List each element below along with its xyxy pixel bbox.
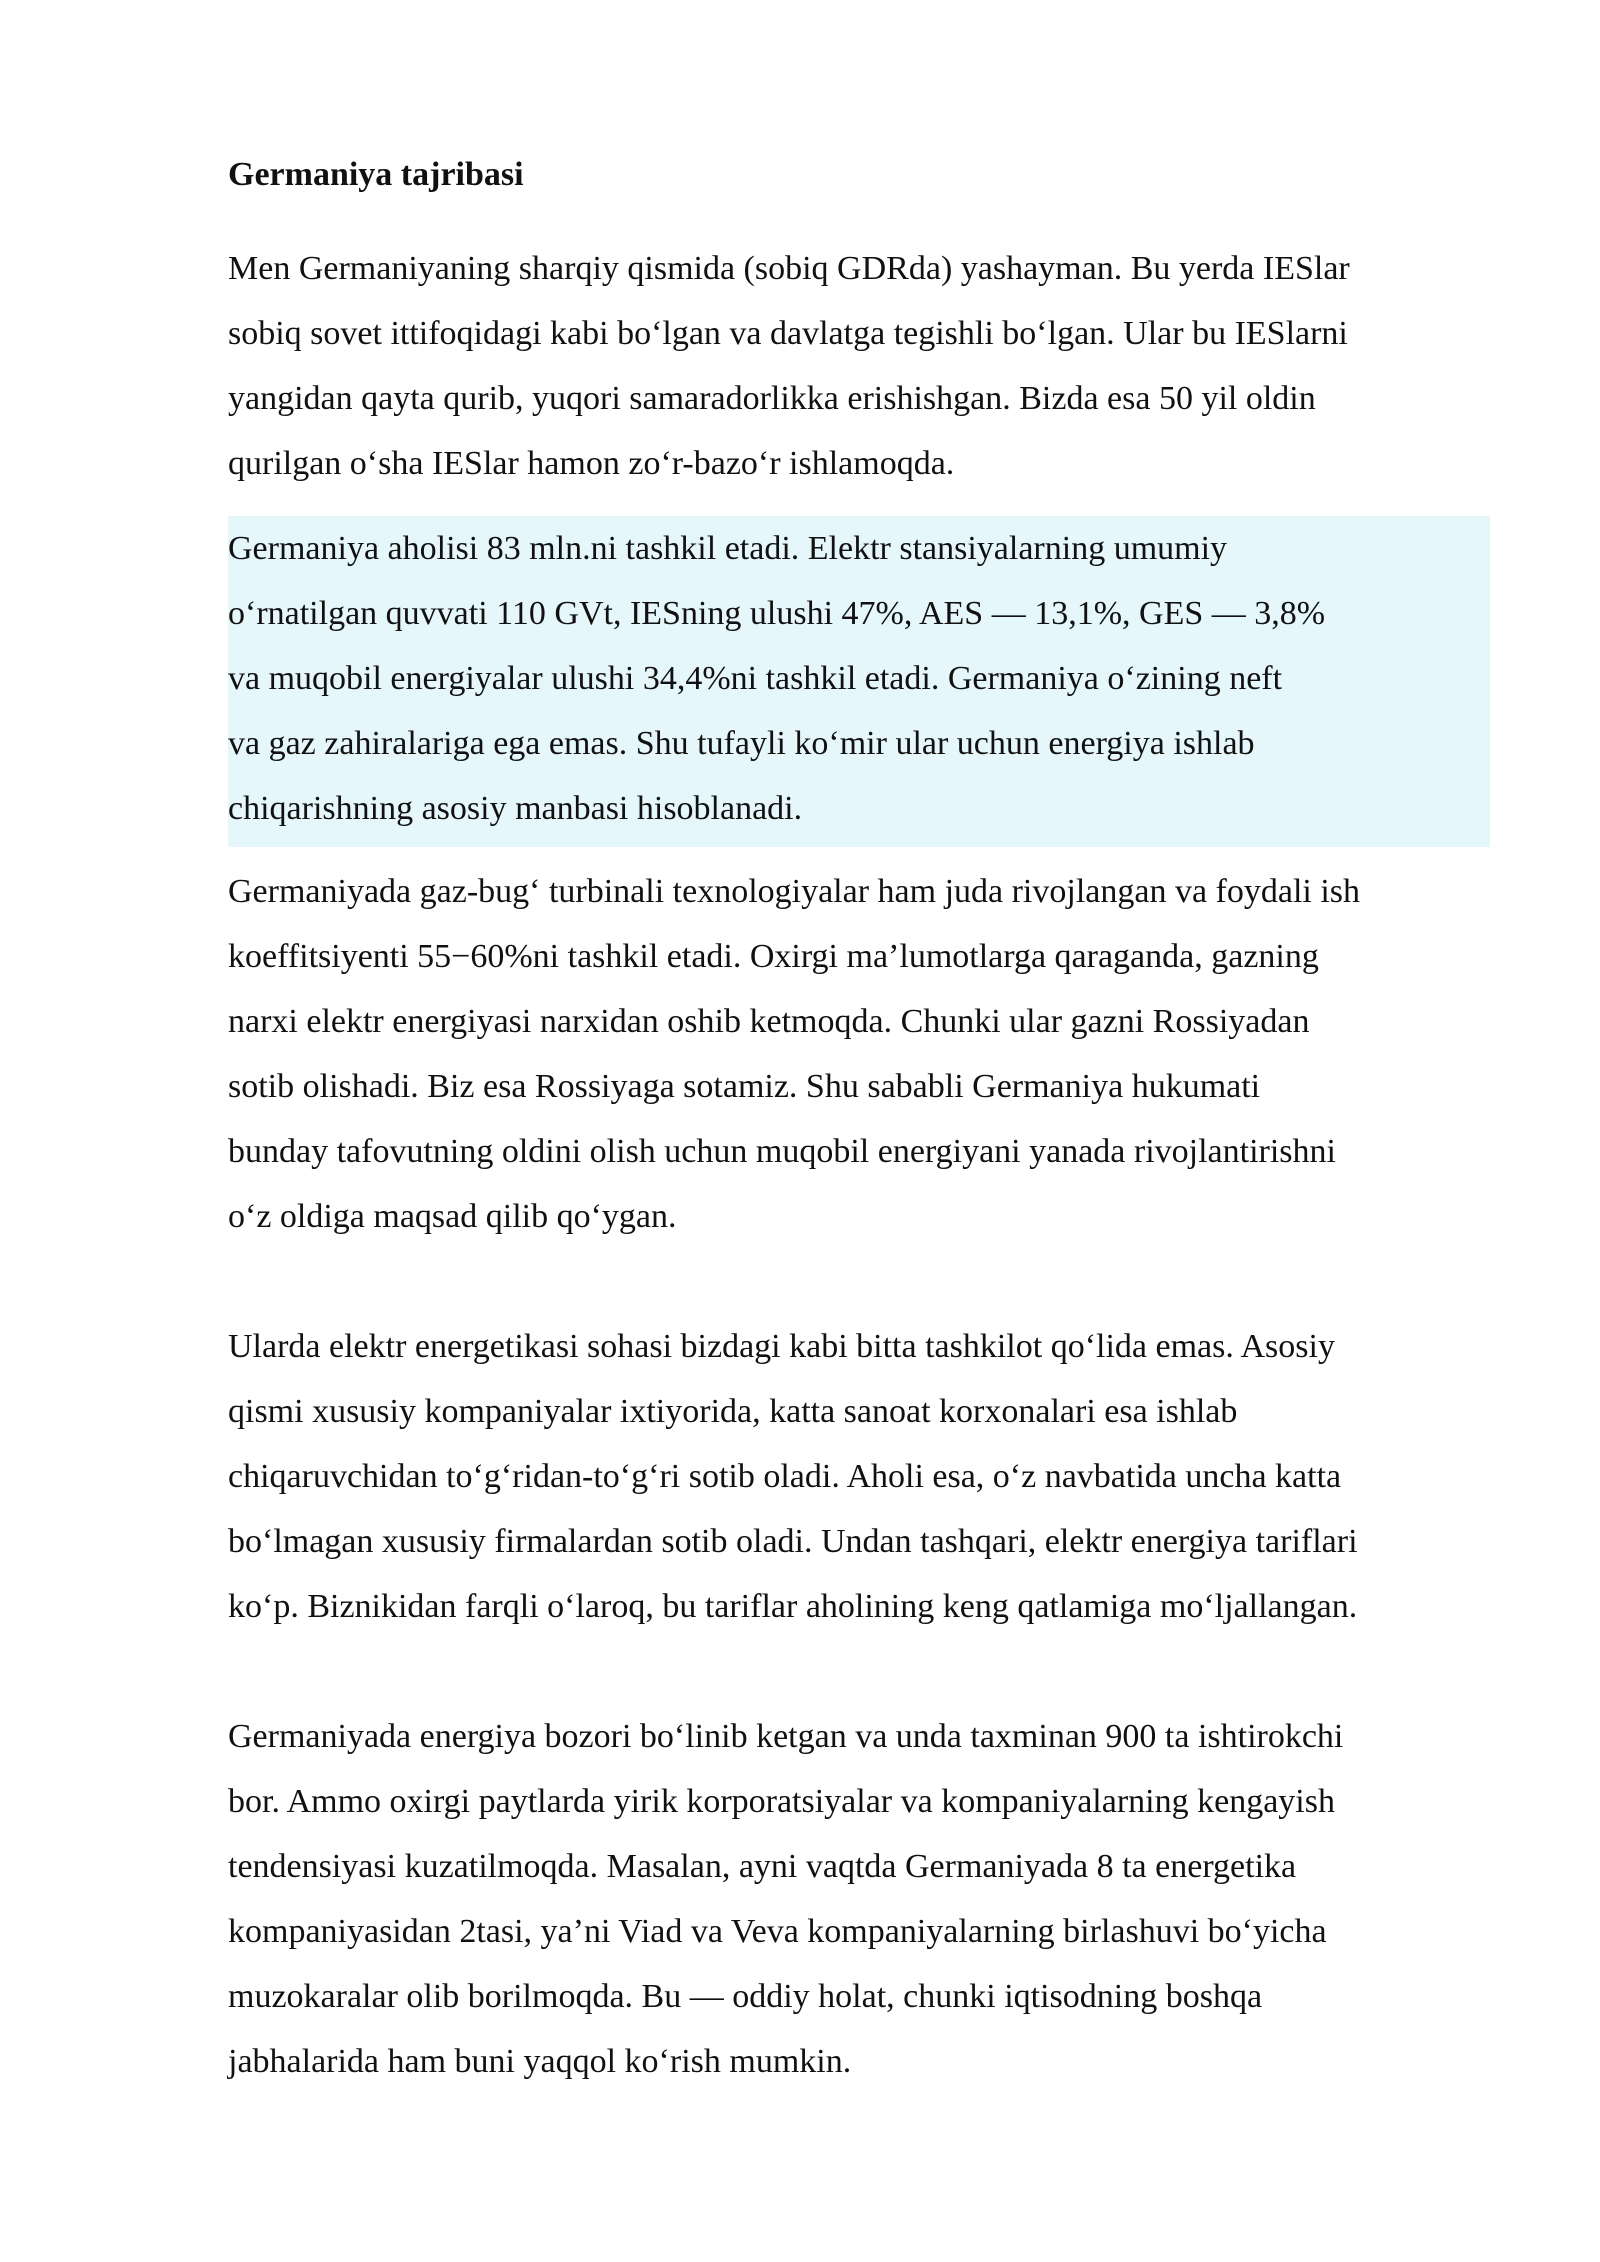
- paragraph-5: [228, 1704, 1490, 2094]
- paragraph-line: bunday tafovutning oldini olish uchun muqobil energiyani yanada rivojlantirishni: [228, 1133, 1336, 1170]
- paragraph-line: chiqaruvchidan to‘g‘ridan-to‘g‘ri sotib oladi. Aholi esa, o‘z navbatida uncha katta: [228, 1458, 1342, 1495]
- paragraph-line: jabhalarida ham buni yaqqol ko‘rish mumkin.: [228, 2043, 852, 2080]
- paragraph-line: yangidan qayta qurib, yuqori samaradorlikka erishishgan. Bizda esa 50 yil oldin: [228, 380, 1316, 417]
- paragraph-line: sotib olishadi. Biz esa Rossiyaga sotamiz. Shu sababli Germaniya hukumati: [228, 1068, 1261, 1105]
- paragraph-line: qurilgan o‘sha IESlar hamon zo‘r-bazo‘r ishlamoqda.: [228, 445, 955, 482]
- paragraph-line: koeffitsiyenti 55−60%ni tashkil etadi. Oxirgi ma’lumotlarga qaraganda, gazning: [228, 938, 1319, 975]
- paragraph-line: ko‘p. Biznikidan farqli o‘laroq, bu tariflar aholining keng qatlamiga mo‘ljallangan.: [228, 1588, 1358, 1625]
- paragraph-line: Ularda elektr energetikasi sohasi bizdagi kabi bitta tashkilot qo‘lida emas. Asosiy: [228, 1328, 1335, 1365]
- document-page: [228, 150, 1490, 2094]
- paragraph-line: kompaniyasidan 2tasi, ya’ni Viad va Veva kompaniyalarning birlashuvi bo‘yicha: [228, 1913, 1327, 1950]
- paragraph-line: va gaz zahiralariga ega emas. Shu tufayli ko‘mir ular uchun energiya ishlab: [228, 725, 1255, 762]
- paragraph-line: sobiq sovet ittifoqidagi kabi bo‘lgan va davlatga tegishli bo‘lgan. Ular bu IESlarni: [228, 315, 1348, 352]
- paragraph-4: [228, 1314, 1490, 1639]
- paragraph-line: o‘rnatilgan quvvati 110 GVt, IESning ulushi 47%, AES — 13,1%, GES — 3,8%: [228, 595, 1326, 632]
- paragraph-line: o‘z oldiga maqsad qilib qo‘ygan.: [228, 1198, 677, 1235]
- paragraph-line: Germaniyada energiya bozori bo‘linib ketgan va unda taxminan 900 ta ishtirokchi: [228, 1718, 1344, 1755]
- document-title: Germaniya tajribasi: [228, 156, 524, 193]
- paragraph-line: qismi xususiy kompaniyalar ixtiyorida, katta sanoat korxonalari esa ishlab: [228, 1393, 1238, 1430]
- paragraph-1: [228, 236, 1490, 496]
- paragraph-line: Germaniya aholisi 83 mln.ni tashkil etadi. Elektr stansiyalarning umumiy: [228, 530, 1228, 567]
- paragraph-line: narxi elektr energiyasi narxidan oshib ketmoqda. Chunki ular gazni Rossiyadan: [228, 1003, 1310, 1040]
- paragraph-line: tendensiyasi kuzatilmoqda. Masalan, ayni vaqtda Germaniyada 8 ta energetika: [228, 1848, 1297, 1885]
- paragraph-line: muzokaralar olib borilmoqda. Bu — oddiy holat, chunki iqtisodning boshqa: [228, 1978, 1263, 2015]
- paragraph-line: Germaniyada gaz-bug‘ turbinali texnologiyalar ham juda rivojlangan va foydali ish: [228, 873, 1361, 910]
- paragraph-line: chiqarishning asosiy manbasi hisoblanadi.: [228, 790, 803, 827]
- paragraph-line: bor. Ammo oxirgi paytlarda yirik korporatsiyalar va kompaniyalarning kengayish: [228, 1783, 1335, 1820]
- paragraph-line: bo‘lmagan xususiy firmalardan sotib oladi. Undan tashqari, elektr energiya tariflari: [228, 1523, 1358, 1560]
- paragraph-line: va muqobil energiyalar ulushi 34,4%ni tashkil etadi. Germaniya o‘zining neft: [228, 660, 1283, 697]
- highlighted-paragraph: [228, 516, 1490, 847]
- paragraph-line: Men Germaniyaning sharqiy qismida (sobiq GDRda) yashayman. Bu yerda IESlar: [228, 250, 1350, 287]
- paragraph-3: [228, 859, 1490, 1249]
